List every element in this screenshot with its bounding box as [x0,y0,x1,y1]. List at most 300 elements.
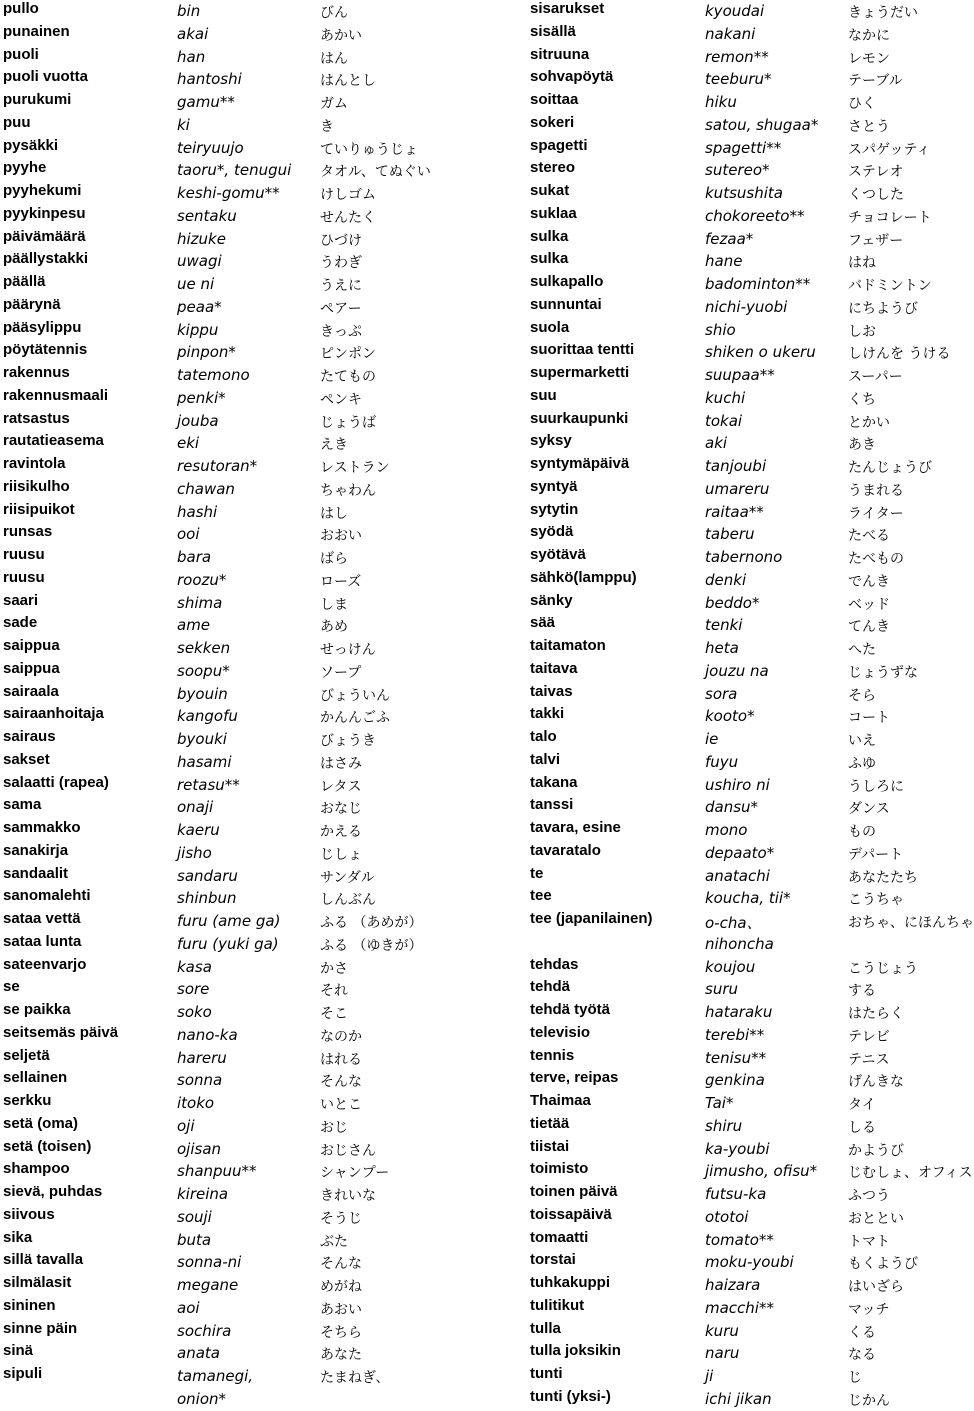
right-romaji-word: kuru [705,1321,739,1340]
right-japanese-word: へた [848,642,876,658]
right-romaji-word: mono [705,821,748,839]
right-japanese-word: テレビ [848,1028,890,1045]
right-romaji-word: ie [705,730,719,748]
right-finnish-word: tavara, esine [530,819,621,836]
right-finnish-word: syntymäpäivä [530,455,630,472]
right-japanese-word: はね [848,255,876,272]
right-romaji-word: taberu [705,525,755,544]
left-finnish-word: sinä [3,1342,34,1360]
right-japanese-word: うしろに [848,778,904,795]
left-japanese-word: ピンポン [320,346,376,363]
right-japanese-word: いえ [848,733,876,749]
left-japanese-word: きっぷ [320,323,362,340]
right-romaji-word: kyoudai [705,2,765,20]
left-romaji-word: hareru [177,1048,227,1067]
right-finnish-word: torstai [530,1251,576,1269]
left-finnish-word: sipuli [3,1365,43,1382]
left-japanese-word: めがね [320,1279,362,1295]
left-japanese-word: あかい [320,27,362,44]
left-japanese-word: そちら [320,1324,362,1341]
left-finnish-word: päivämäärä [3,227,86,245]
left-finnish-word: sellainen [3,1069,68,1087]
left-japanese-word: ていりゅうじょ [320,141,418,158]
right-romaji-word: nakani [705,24,756,43]
right-finnish-word: soittaa [530,91,579,108]
right-japanese-word: おととい [848,1210,904,1227]
right-finnish-word: spagetti [530,136,588,154]
right-romaji-word: haizara [705,1276,761,1294]
right-finnish-word: tehdä työtä [530,1001,611,1018]
left-finnish-word: punainen [3,22,70,40]
right-finnish-word: te [530,864,544,882]
right-japanese-word: たんじょうび [848,460,932,476]
left-romaji-word: chawan [177,479,235,498]
right-finnish-word: terve, reipas [530,1069,619,1087]
right-japanese-word: ベッド [848,596,890,613]
left-finnish-word: riisikulho [3,477,70,495]
left-finnish-word: sammakko [3,819,81,836]
left-romaji-word: shinbun [177,889,237,908]
right-japanese-word: しお [848,323,876,340]
left-romaji-word: sore [177,980,210,999]
left-finnish-word: pöytätennis [3,341,88,359]
right-finnish-word: sulka [530,250,569,268]
left-romaji-word: kireina [177,1185,229,1203]
left-japanese-word: じしょ [320,846,362,863]
right-japanese-word: なかに [848,27,890,44]
left-finnish-word: päällystakki [3,250,89,268]
left-japanese-word: おおい [320,528,362,545]
right-japanese-word: うまれる [848,482,904,499]
right-romaji-word: shiken o ukeru [705,343,816,362]
right-romaji-word: kuchi [705,388,746,407]
left-japanese-word: ふる （あめが） [320,915,423,931]
left-japanese-word: レストラン [320,460,390,476]
left-japanese-word: ソープ [320,664,362,681]
left-japanese-word: そこ [320,1006,348,1022]
left-japanese-word: ばら [320,551,348,567]
left-japanese-word: レタス [320,778,362,795]
left-romaji-word: han [177,47,206,66]
right-japanese-word: テーブル [848,73,903,90]
right-japanese-word: ふつう [848,1188,890,1204]
left-finnish-word: silmälasit [3,1274,72,1291]
right-finnish-word: taivas [530,682,573,700]
left-romaji-word: onion* [177,1389,227,1408]
left-finnish-word: rakennus [3,364,70,381]
right-romaji-word: fezaa* [705,229,754,248]
left-japanese-word: かさ [320,960,348,977]
right-finnish-word: sisällä [530,22,576,40]
right-romaji-word: fuyu [705,752,739,771]
left-japanese-word: はれる [320,1051,362,1068]
right-japanese-word: じかん [848,1392,890,1409]
right-japanese-word: テニス [848,1051,890,1068]
right-romaji-word: kutsushita [705,184,783,202]
right-finnish-word: tanssi [530,796,574,814]
right-japanese-word: たべもの [848,551,904,567]
right-romaji-word: o-cha、 [705,914,762,932]
left-romaji-word: bara [177,548,212,566]
left-japanese-word: はんとし [320,73,376,90]
right-japanese-word: なる [848,1347,876,1364]
left-romaji-word: ooi [177,525,200,544]
left-japanese-word: じょうば [320,414,376,431]
right-finnish-word: syksy [530,432,572,450]
left-romaji-word: souji [177,1207,212,1226]
right-romaji-word: tabernono [705,548,783,566]
right-romaji-word: anatachi [705,866,770,885]
right-romaji-word: kooto* [705,707,755,726]
left-japanese-word: けしゴム [320,187,376,203]
right-finnish-word: tulitikut [530,1296,585,1314]
right-finnish-word: taitamaton [530,637,606,654]
right-romaji-word: chokoreeto** [705,206,805,225]
left-romaji-word: kippu [177,320,219,339]
right-romaji-word: ototoi [705,1207,749,1226]
left-finnish-word: sairaala [3,682,59,700]
right-finnish-word: tunti [530,1365,563,1382]
right-romaji-word: macchi** [705,1298,774,1317]
right-finnish-word: suurkaupunki [530,409,629,427]
right-finnish-word: takana [530,773,578,791]
left-japanese-word: あおい [320,1301,362,1318]
left-japanese-word: ちゃわん [320,482,376,499]
right-finnish-word: sisarukset [530,0,605,17]
left-romaji-word: kasa [177,957,212,976]
left-japanese-word: サンダル [320,869,375,886]
right-finnish-word: suola [530,318,570,336]
right-japanese-word: でんき [848,573,890,590]
right-romaji-word: terebi** [705,1025,765,1044]
left-romaji-word: hantoshi [177,70,242,89]
left-romaji-word: hizuke [177,229,226,248]
left-finnish-word: pyykinpesu [3,204,86,222]
left-romaji-word: oji [177,1116,195,1135]
left-romaji-word: sonna [177,1071,223,1090]
right-japanese-word: さとう [848,118,890,135]
right-finnish-word: suorittaa tentti [530,341,635,359]
left-finnish-word: purukumi [3,91,72,108]
left-japanese-word: かんんごふ [320,710,390,727]
left-japanese-word: しま [320,596,348,613]
right-finnish-word: Thaimaa [530,1092,591,1109]
right-finnish-word: sulkapallo [530,273,604,290]
right-romaji-word: raitaa** [705,502,764,521]
left-finnish-word: päällä [3,273,46,290]
left-japanese-word: かえる [320,824,362,840]
right-finnish-word: sulka [530,227,569,245]
left-japanese-word: それ [320,983,348,1000]
right-finnish-word: sänky [530,591,573,609]
left-finnish-word: serkku [3,1092,52,1109]
right-japanese-word: にちようび [848,300,918,317]
right-japanese-word: ひく [848,96,876,112]
left-finnish-word: saari [3,591,39,609]
left-romaji-word: resutoran* [177,457,258,475]
left-finnish-word: sika [3,1228,33,1246]
left-romaji-word: sochira [177,1321,232,1340]
left-finnish-word: pääsylippu [3,318,82,336]
left-finnish-word: sateenvarjo [3,955,87,973]
right-romaji-word: jouzu na [705,661,769,680]
left-romaji-word: pinpon* [177,343,236,362]
left-finnish-word: shampoo [3,1160,70,1178]
right-finnish-word: tee (japanilainen) [530,910,653,927]
right-romaji-word: denki [705,570,747,589]
right-finnish-word: supermarketti [530,364,630,381]
left-romaji-word: ki [177,115,190,134]
left-romaji-word: tatemono [177,366,250,384]
right-japanese-word: くつした [848,187,904,203]
left-finnish-word: sama [3,796,42,814]
right-japanese-word: てんき [848,619,890,636]
right-finnish-word: sohvapöytä [530,68,614,86]
left-romaji-word: jisho [177,843,212,862]
left-finnish-word: saippua [3,659,60,677]
right-romaji-word: futsu-ka [705,1185,767,1203]
left-finnish-word: sataa vettä [3,910,81,927]
right-romaji-word: umareru [705,479,770,498]
left-japanese-word: ふる （ゆきが） [320,937,423,954]
right-finnish-word: syntyä [530,477,578,495]
left-finnish-word: rautatieasema [3,432,104,450]
left-finnish-word: ruusu [3,546,45,563]
left-japanese-word: そうじ [320,1210,362,1227]
right-finnish-word: toimisto [530,1160,589,1178]
left-finnish-word: pullo [3,0,39,17]
right-japanese-word: げんきな [848,1074,904,1091]
right-finnish-word: tulla [530,1319,561,1337]
left-japanese-word: おじ [320,1119,348,1136]
right-finnish-word: tavaratalo [530,841,601,859]
right-romaji-word: hane [705,252,743,271]
right-japanese-word: マッチ [848,1301,890,1318]
left-japanese-word: いとこ [320,1097,362,1113]
right-romaji-word: badominton** [705,275,811,293]
left-romaji-word: byouin [177,684,228,703]
right-finnish-word: tee [530,887,552,905]
right-romaji-word: suru [705,980,738,999]
right-japanese-word: きょうだい [848,5,918,21]
right-romaji-word: heta [705,639,739,657]
left-japanese-word: はさみ [320,755,362,772]
right-japanese-word: こうちゃ [848,892,904,909]
left-finnish-word: salaatti (rapea) [3,773,109,791]
right-romaji-word: ichi jikan [705,1389,772,1408]
left-romaji-word: sentaku [177,206,237,225]
right-japanese-word: くる [848,1324,876,1341]
right-romaji-word: suupaa** [705,366,775,384]
right-japanese-word: そら [848,687,876,704]
left-romaji-word: ojisan [177,1139,222,1158]
right-romaji-word: hiku [705,93,737,111]
left-romaji-word: teiryuujo [177,138,244,157]
left-romaji-word: gamu** [177,93,235,111]
left-finnish-word: seljetä [3,1046,50,1064]
left-finnish-word: puu [3,113,31,131]
left-finnish-word: sininen [3,1296,56,1314]
right-japanese-word: レモン [848,50,890,67]
left-finnish-word: pyyhekumi [3,182,82,199]
right-romaji-word: moku-youbi [705,1253,794,1272]
right-romaji-word: nihoncha [705,934,774,953]
left-romaji-word: anata [177,1344,220,1363]
right-japanese-word: はたらく [848,1006,904,1022]
right-romaji-word: nichi-yuobi [705,297,788,316]
right-japanese-word: もの [848,824,876,840]
right-japanese-word: かようび [848,1142,904,1159]
left-japanese-word: はし [320,505,348,522]
left-japanese-word: あめ [320,619,348,636]
right-romaji-word: aki [705,434,728,453]
right-finnish-word: sunnuntai [530,295,602,313]
right-romaji-word: tenki [705,616,743,635]
left-finnish-word: puoli [3,45,39,63]
right-finnish-word: tomaatti [530,1228,589,1246]
right-romaji-word: naru [705,1344,740,1363]
left-japanese-word: たてもの [320,369,376,385]
left-romaji-word: eki [177,434,200,453]
left-romaji-word: retasu** [177,775,240,794]
right-japanese-word: こうじょう [848,960,918,977]
left-finnish-word: sakset [3,750,50,768]
left-finnish-word: seitsemäs päivä [3,1023,119,1041]
left-romaji-word: sekken [177,639,231,657]
left-romaji-word: sandaru [177,866,238,885]
right-finnish-word: tennis [530,1046,575,1064]
left-japanese-word: うわぎ [320,255,362,272]
left-japanese-word: なのか [320,1028,362,1045]
left-finnish-word: ruusu [3,568,45,586]
right-finnish-word: toinen päivä [530,1183,618,1200]
left-japanese-word: そんな [320,1256,362,1273]
right-finnish-word: tehdas [530,955,579,973]
left-romaji-word: furu (yuki ga) [177,934,279,953]
right-japanese-word: しる [848,1119,876,1136]
left-finnish-word: sairaanhoitaja [3,705,104,723]
right-japanese-word: じょうずな [848,664,918,681]
left-romaji-word: megane [177,1276,239,1294]
right-japanese-word: フェザー [848,232,904,249]
right-romaji-word: dansu* [705,798,759,817]
left-finnish-word: se [3,978,20,996]
left-romaji-word: jouba [177,411,219,430]
right-japanese-word: する [848,983,876,1000]
left-finnish-word: runsas [3,523,53,541]
right-romaji-word: koucha, tii* [705,889,791,908]
left-finnish-word: rakennusmaali [3,386,109,404]
right-japanese-word: おちゃ、にほんちゃ [848,915,974,931]
right-finnish-word: tietää [530,1114,570,1132]
left-finnish-word: sandaalit [3,864,69,882]
right-japanese-word: ライター [848,505,904,522]
left-japanese-word: しんぶん [320,892,376,909]
right-finnish-word: tulla joksikin [530,1342,621,1360]
left-romaji-word: buta [177,1230,212,1249]
right-japanese-word: あき [848,437,876,454]
left-finnish-word: setä (oma) [3,1114,79,1132]
left-finnish-word: puoli vuotta [3,68,88,86]
right-finnish-word: talvi [530,750,561,768]
right-finnish-word: syödä [530,523,574,541]
left-finnish-word: sinne päin [3,1319,78,1337]
right-romaji-word: remon** [705,47,769,66]
left-romaji-word: ame [177,616,211,635]
right-romaji-word: tomato** [705,1230,774,1249]
right-finnish-word: sukat [530,182,570,199]
left-romaji-word: roozu* [177,570,227,589]
right-japanese-word: たべる [848,528,890,545]
right-japanese-word: もくようび [848,1256,918,1273]
right-japanese-word: バドミントン [848,278,932,294]
right-finnish-word: sähkö(lamppu) [530,568,637,586]
right-japanese-word: トマト [848,1233,890,1250]
right-finnish-word: suu [530,386,557,404]
left-japanese-word: ローズ [320,573,362,590]
left-japanese-word: ペンキ [320,391,362,408]
left-japanese-word: あなた [320,1347,362,1364]
right-romaji-word: ji [705,1367,714,1385]
right-romaji-word: shio [705,320,736,339]
left-finnish-word: päärynä [3,295,61,313]
right-japanese-word: あなたたち [848,869,918,886]
right-finnish-word: televisio [530,1023,591,1041]
left-finnish-word: se paikka [3,1001,71,1018]
right-romaji-word: genkina [705,1071,765,1090]
right-romaji-word: tanjoubi [705,457,767,475]
left-japanese-word: おなじ [320,801,362,818]
left-romaji-word: hasami [177,752,232,771]
left-finnish-word: sanakirja [3,841,69,859]
left-japanese-word: ガム [320,96,348,112]
right-japanese-word: ふゆ [848,755,876,772]
left-romaji-word: tamanegi, [177,1367,254,1385]
right-finnish-word: toissapäivä [530,1205,612,1223]
right-japanese-word: スーパー [848,369,903,385]
right-finnish-word: stereo [530,159,576,177]
right-japanese-word: ステレオ [848,164,904,181]
right-japanese-word: コート [848,710,890,727]
right-romaji-word: tenisu** [705,1048,767,1067]
right-romaji-word: satou, shugaa* [705,115,819,134]
left-finnish-word: pysäkki [3,136,59,154]
right-romaji-word: depaato* [705,843,775,862]
left-japanese-word: そんな [320,1074,362,1091]
right-finnish-word: sokeri [530,113,575,131]
left-romaji-word: nano-ka [177,1025,238,1044]
left-japanese-word: えき [320,437,348,454]
right-finnish-word: tiistai [530,1137,570,1155]
left-romaji-word: bin [177,2,201,20]
right-romaji-word: sutereo* [705,161,770,180]
left-romaji-word: taoru*, tenugui [177,161,292,180]
right-romaji-word: hataraku [705,1003,773,1021]
right-japanese-word: デパート [848,846,904,863]
right-finnish-word: takki [530,705,565,723]
right-japanese-word: スパゲッティ [848,141,931,158]
left-romaji-word: byouki [177,730,227,748]
left-romaji-word: ue ni [177,275,215,293]
left-japanese-word: ひづけ [320,232,362,249]
left-finnish-word: sillä tavalla [3,1251,84,1269]
left-japanese-word: せんたく [320,209,376,226]
left-finnish-word: ravintola [3,455,66,472]
left-finnish-word: sievä, puhdas [3,1183,103,1200]
left-finnish-word: sanomalehti [3,887,91,905]
left-romaji-word: onaji [177,798,214,817]
left-finnish-word: riisipuikot [3,500,75,518]
